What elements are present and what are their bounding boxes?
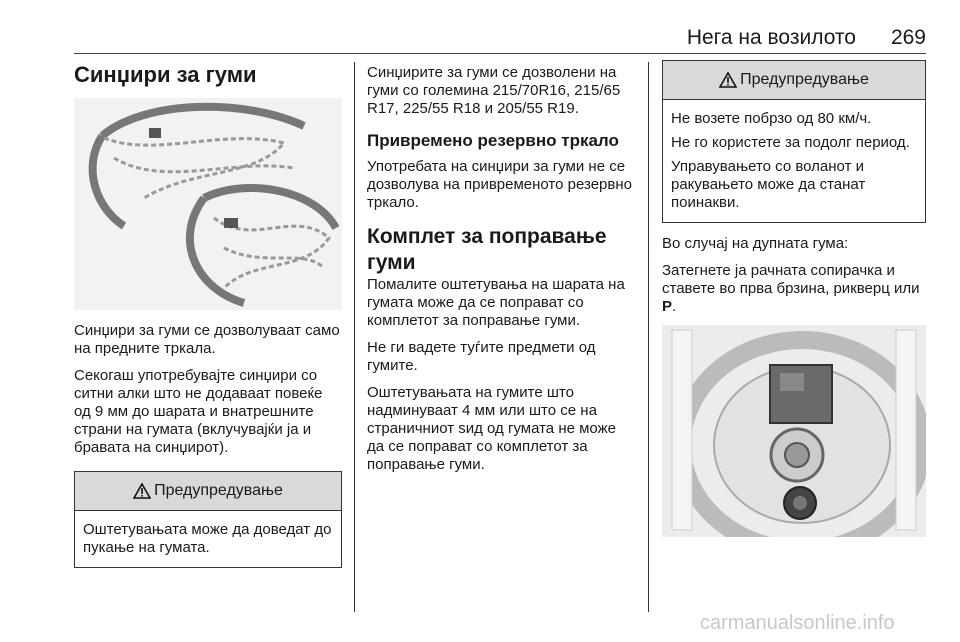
paragraph: Оштетувањата на гумите што надминуваат 4 мм или што се на страничниот ѕид од гумата не може да се поправат со комплетот за поправање гуми. bbox=[367, 384, 616, 473]
section-heading: Синџири за гуми bbox=[74, 62, 257, 87]
tire-chains-illustration bbox=[74, 98, 342, 310]
warning-header bbox=[75, 472, 341, 511]
paragraph: Помалите оштетувања на шарата на гумата може да се поправат со комплетот за поправање гуми. bbox=[367, 276, 625, 329]
paragraph: Синџири за гуми се дозволуваат само на предните тркала. bbox=[74, 322, 340, 357]
page-header bbox=[74, 26, 926, 56]
section-heading: Комплет за поправање гуми bbox=[367, 225, 607, 274]
warning-box bbox=[662, 60, 926, 223]
gear-p-label: P bbox=[662, 298, 673, 315]
warning-triangle-icon bbox=[719, 72, 737, 88]
paragraph: Во случај на дупната гума: bbox=[662, 235, 849, 252]
paragraph: Синџирите за гуми се дозволени на гуми со големина 215/70R16, 215/65 R17, 225/55 R18 и 205/55 R19. bbox=[367, 64, 621, 117]
header-title: Нега на возилото bbox=[686, 26, 856, 49]
watermark: carmanualsonline.info bbox=[700, 612, 895, 634]
paragraph: Не ги вадете туѓите предмети од гумите. bbox=[367, 339, 596, 374]
warning-title: Предупредување bbox=[740, 71, 869, 88]
warning-line: Не возете побрзо од 80 км/ч. bbox=[671, 110, 872, 127]
paragraph-text: . bbox=[672, 298, 677, 315]
header-rule bbox=[74, 53, 926, 54]
page-number: 269 bbox=[890, 26, 926, 49]
warning-header bbox=[663, 61, 925, 100]
warning-box bbox=[74, 471, 342, 568]
tire-repair-kit-photo bbox=[662, 325, 926, 537]
paragraph bbox=[662, 262, 926, 316]
warning-triangle-icon bbox=[133, 483, 151, 499]
paragraph: Секогаш употребувајте синџири со ситни алки што не додаваат повеќе од 9 мм до шарата и внатрешните страни на гумата (вклучувајќи ја и бравата на синџирот). bbox=[74, 367, 323, 456]
warning-line: Управувањето со воланот и ракувањето може да станат поинакви. bbox=[671, 158, 866, 211]
column-divider bbox=[354, 62, 355, 612]
subheading: Привремено резервно тркало bbox=[367, 131, 619, 150]
paragraph: Употребата на синџири за гуми не се дозволува на привременото резервно тркало. bbox=[367, 158, 632, 211]
column-divider bbox=[648, 62, 649, 612]
column-3 bbox=[662, 60, 926, 537]
warning-text: Оштетувањата може да доведат до пукање на гумата. bbox=[83, 521, 332, 556]
column-1 bbox=[74, 60, 342, 568]
paragraph-text: Затегнете ја рачната сопирачка и ставете во прва брзина, рикверц или bbox=[662, 262, 920, 297]
warning-line: Не го користете за подолг период. bbox=[671, 134, 910, 151]
column-2 bbox=[367, 60, 635, 474]
warning-title: Предупредување bbox=[154, 482, 283, 499]
